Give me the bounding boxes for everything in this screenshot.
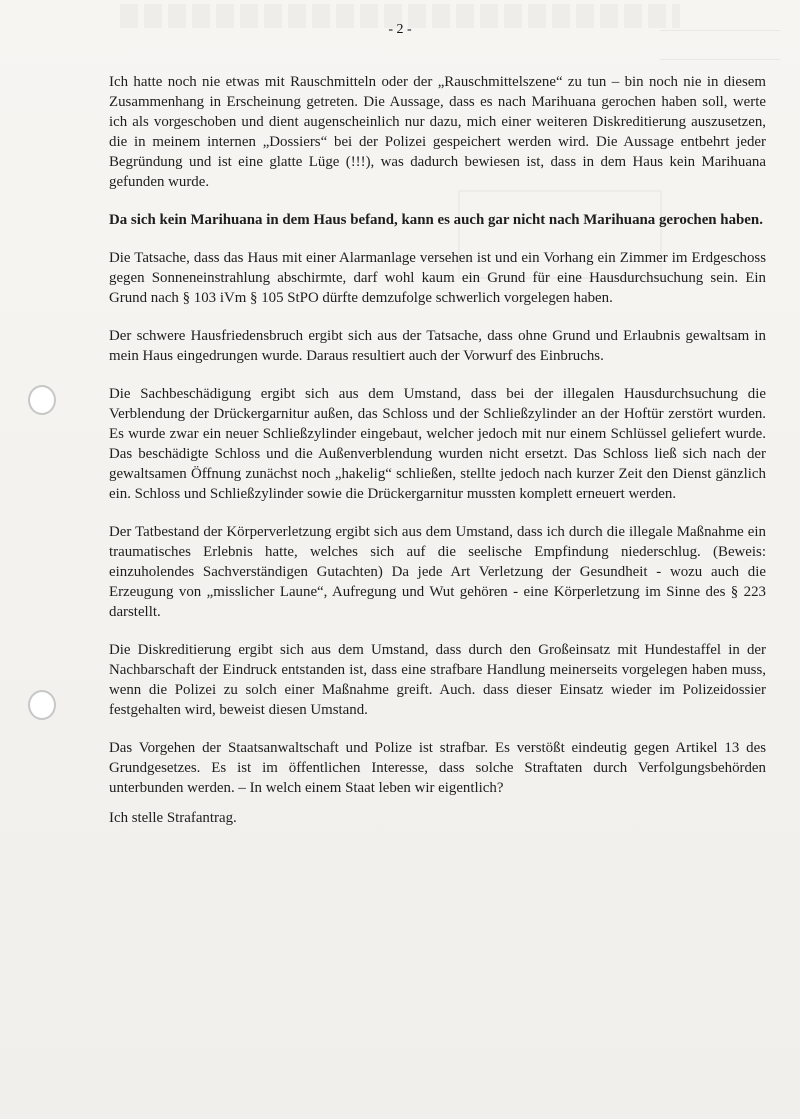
- bleedthrough-text-block: [109, 845, 769, 1105]
- bleed-line: [109, 917, 769, 935]
- bleed-line: [109, 899, 769, 917]
- bleed-line: [109, 845, 769, 863]
- paragraph-alarm-system: Die Tatsache, dass das Haus mit einer Alarmanlage versehen ist und ein Vorhang ein Zimmer im Erdgeschoss gegen Sonneneinstrahlung abschirmte, darf wohl kaum ein Grund für eine Hausdurchsuchung sein. Ein Grund nach § 103 iVm § 105 StPO dürfte demzufolge schwerlich vorgelegen haben.: [109, 250, 766, 306]
- bleed-line: [109, 971, 769, 989]
- page-number: - 2 -: [388, 22, 412, 37]
- paragraph-bodily-harm: Der Tatbestand der Körperverletzung ergibt sich aus dem Umstand, dass ich durch die illegale Maßnahme ein traumatisches Erlebnis hatte, welches sich auf die seelische Empfindung niederschlug. (Beweis: einzuholendes Sachverständigen Gutachten) Da jede Art Verletzung der Gesundheit - wozu auch die Erzeugung von „misslicher Laune“, Aufregung und Wut gehören - eine Körperletzung im Sinne des § 223 darstellt.: [109, 524, 766, 620]
- bleed-line: [109, 1007, 769, 1025]
- bleed-line: [109, 989, 769, 1007]
- punch-hole-bottom: [28, 690, 56, 720]
- paragraph-discreditation: Die Diskreditierung ergibt sich aus dem Umstand, dass durch den Großeinsatz mit Hundestaffel in der Nachbarschaft der Eindruck entstanden ist, dass eine strafbare Handlung meinerseits vorgelegen haben muss, wenn die Polizei zu solch einer Maßnahme greift. Auch. dass dieser Einsatz wieder im Polizeidossier festgehalten wird, beweist diesen Umstand.: [109, 642, 766, 718]
- bleed-line: [109, 863, 769, 881]
- paragraph-criminal-complaint: Ich stelle Strafantrag.: [109, 810, 237, 826]
- paragraph-no-marihuana: Da sich kein Marihuana in dem Haus befand, kann es auch gar nicht nach Marihuana gerochen haben.: [109, 212, 763, 228]
- paragraph-property-damage: Die Sachbeschädigung ergibt sich aus dem Umstand, dass bei der illegalen Hausdurchsuchung die Verblendung der Drückergarnitur außen, das Schloss und der Schließzylinder an der Hoftür zerstört wurden. Es wurde zwar ein neuer Schließzylinder eingebaut, welcher jedoch mit nur einem Schlüssel geliefert wurde. Das beschädigte Schloss und die Außenverblendung wurden nicht ersetzt. Das Schloss ließ sich nach der gewaltsamen Öffnung zunächst noch „hakelig“ schließen, stellte jedoch nach kurzer Zeit den Dienst gänzlich ein. Schloss und Schließzylinder sowie die Drückergarnitur mussten komplett erneuert werden.: [109, 386, 766, 502]
- bleed-line: [109, 881, 769, 899]
- letter-body: [109, 72, 766, 846]
- paragraph-drug-allegation: Ich hatte noch nie etwas mit Rauschmitteln oder der „Rauschmittelszene“ zu tun – bin noch nie in diesem Zusammenhang in Erscheinung getreten. Die Aussage, dass es nach Marihuana gerochen haben soll, werte ich als vorgeschoben und dient augenscheinlich nur dazu, mich einer weiteren Diskreditierung auszusetzen, die in meinem internen „Dossiers“ bei der Polizei gespeichert werden wird. Die Aussage entbehrt jeder Begründung und ist eine glatte Lüge (!!!), was dadurch bewiesen ist, dass in dem Haus kein Marihuana gefunden wurde.: [109, 74, 766, 190]
- paragraph-trespass: Der schwere Hausfriedensbruch ergibt sich aus der Tatsache, dass ohne Grund und Erlaubnis gewaltsam in mein Haus eingedrungen wurde. Daraus resultiert auch der Vorwurf des Einbruchs.: [109, 328, 766, 364]
- paragraph-unlawful-action: Das Vorgehen der Staatsanwaltschaft und Polize ist strafbar. Es verstößt eindeutig gegen Artikel 13 des Grundgesetzes. Es ist im öffentlichen Interesse, dass solche Straftaten durch Verfolgungsbehörden unterbunden werden. – In welch einem Staat leben wir eigentlich?: [109, 740, 766, 796]
- bleed-line: [109, 935, 769, 953]
- bleed-line: [109, 953, 769, 971]
- punch-hole-top: [28, 385, 56, 415]
